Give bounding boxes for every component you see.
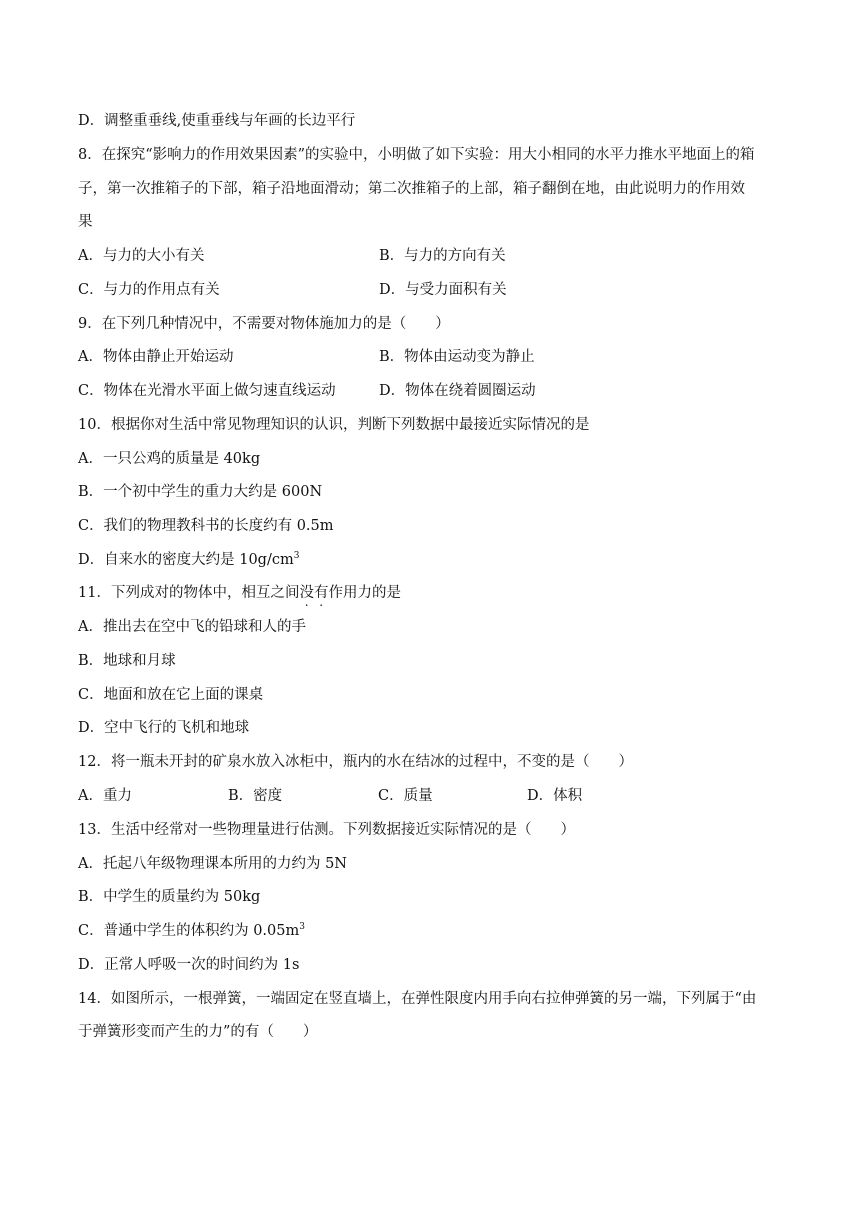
q10-stem: 10．根据你对生活中常见物理知识的认识，判断下列数据中最接近实际情况的是 — [78, 417, 590, 433]
q11-option-c: C．地面和放在它上面的课桌 — [78, 687, 264, 703]
q8-stem-line1: 8．在探究“影响力的作用效果因素”的实验中，小明做了如下实验：用大小相同的水平力推水平地面上的箱 — [78, 147, 755, 163]
q12-option-c: C．质量 — [378, 788, 433, 804]
q11-option-d: D．空中飞行的飞机和地球 — [78, 720, 250, 736]
q11-emphasis-mei: 没 — [299, 585, 314, 601]
q11-option-a: A．推出去在空中飞的铅球和人的手 — [78, 619, 306, 635]
q10-option-b: B．一个初中学生的重力大约是 600N — [78, 484, 323, 500]
q7-option-d: D．调整重垂线,使重垂线与年画的长边平行 — [78, 113, 356, 129]
q8-option-d: D．与受力面积有关 — [379, 282, 507, 298]
q10-option-c: C．我们的物理教科书的长度约有 0.5m — [78, 518, 334, 534]
q13-option-a: A．托起八年级物理课本所用的力约为 5N — [78, 856, 347, 872]
q11-stem-prefix: 11．下列成对的物体中，相互之间 — [78, 585, 300, 601]
q10-option-d-superscript: 3 — [293, 551, 300, 562]
q11-emphasis-you: 有 — [313, 585, 329, 601]
q8-stem-line3: 果 — [78, 214, 93, 230]
q12-option-d: D．体积 — [527, 788, 583, 804]
q9-option-b: B．物体由运动变为静止 — [379, 349, 535, 365]
q12-stem: 12．将一瓶未开封的矿泉水放入冰柜中，瓶内的水在结冰的过程中，不变的是（ ） — [78, 754, 633, 770]
q11-stem-suffix: 作用力的是 — [328, 585, 401, 601]
q9-stem: 9．在下列几种情况中，不需要对物体施加力的是（ ） — [78, 316, 450, 332]
q8-option-a: A．与力的大小有关 — [78, 248, 205, 264]
q13-option-d: D．正常人呼吸一次的时间约为 1s — [78, 957, 300, 973]
q8-option-b: B．与力的方向有关 — [379, 248, 506, 264]
q13-option-c-text: C．普通中学生的体积约为 0.05m — [78, 923, 300, 939]
q11-stem — [78, 583, 401, 603]
q10-option-d-text: D．自来水的密度大约是 10g/cm — [78, 552, 294, 568]
q12-option-b: B．密度 — [228, 788, 283, 804]
q10-option-d — [78, 550, 299, 570]
q11-option-b: B．地球和月球 — [78, 653, 176, 669]
q9-option-d: D．物体在绕着圆圈运动 — [379, 383, 536, 399]
q14-stem-line1: 14．如图所示，一根弹簧，一端固定在竖直墙上，在弹性限度内用手向右拉伸弹簧的另一端，下列属于“由 — [78, 991, 757, 1007]
q13-option-b: B．中学生的质量约为 50kg — [78, 889, 261, 905]
q8-stem-line2: 子，第一次推箱子的下部，箱子沿地面滑动；第二次推箱子的上部，箱子翻倒在地，由此说明力的作用效 — [78, 181, 745, 197]
q8-option-c: C．与力的作用点有关 — [78, 282, 220, 298]
q9-option-c: C．物体在光滑水平面上做匀速直线运动 — [78, 383, 336, 399]
q13-option-c-superscript: 3 — [299, 922, 305, 933]
q9-option-a: A．物体由静止开始运动 — [78, 349, 234, 365]
q12-option-a: A．重力 — [78, 788, 132, 804]
q13-stem: 13．生活中经常对一些物理量进行估测。下列数据接近实际情况的是（ ） — [78, 822, 575, 838]
q14-stem-line2: 于弹簧形变而产生的力”的有（ ） — [78, 1024, 318, 1040]
q10-option-a: A．一只公鸡的质量是 40kg — [78, 451, 261, 467]
q13-option-c — [78, 921, 305, 941]
